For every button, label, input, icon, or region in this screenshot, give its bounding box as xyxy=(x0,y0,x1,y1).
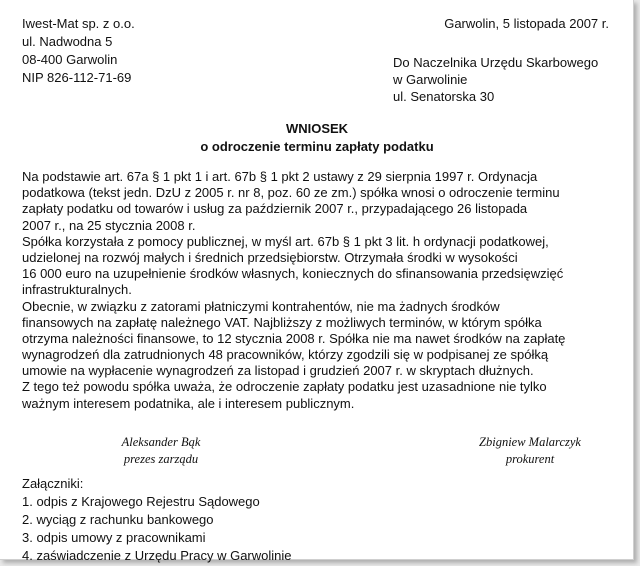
recipient-line: ul. Senatorska 30 xyxy=(393,89,495,104)
recipient-line: Do Naczelnika Urzędu Skarbowego xyxy=(393,55,599,70)
body-line: Na podstawie art. 67a § 1 pkt 1 i art. 67b § 1 pkt 2 ustawy z 29 sierpnia 1997 r. Ordynacja xyxy=(22,169,538,184)
signatory-role: prezes zarządu xyxy=(123,452,199,466)
body-line: otrzyma należności finansowe, to 12 stycznia 2008 r. Spółka nie ma nawet środków na zapłatę xyxy=(22,330,566,346)
body-line: Z tego też powodu spółka uważa, że odroczenie zapłaty podatku jest uzasadnione nie tylko xyxy=(22,379,547,395)
body-line: podatkowa (tekst jedn. DzU z 2005 r. nr 8, poz. 60 ze zm.) spółka wnosi o odroczenie terminu xyxy=(22,185,560,201)
body-line: wynagrodzeń dla zatrudnionych 48 pracowników, którzy zgodzili się w podpisanej ze spółką xyxy=(22,347,549,363)
recipient-address xyxy=(393,54,598,105)
attachment-item: 1. odpis z Krajowego Rejestru Sądowego xyxy=(22,494,260,509)
body-line: ważnym interesem podatnika, ale i interesem publicznym. xyxy=(22,395,355,411)
document-subtitle: o odroczenie terminu zapłaty podatku xyxy=(200,139,434,154)
document-body xyxy=(22,169,622,412)
body-line: Spółka korzystała z pomocy publicznej, w myśl art. 67b § 1 pkt 3 lit. h ordynacji podatkowej, xyxy=(22,233,549,249)
body-line: zapłaty podatku od towarów i usług za październik 2007 r., przypadającego 26 listopada xyxy=(22,201,528,217)
body-line: 2007 r., na 25 stycznia 2008 r. xyxy=(22,217,196,233)
recipient-line: w Garwolinie xyxy=(393,72,468,87)
body-line: 16 000 euro na uzupełnienie środków własnych, koniecznych do sfinansowania przedsięwzięć xyxy=(22,266,564,282)
body-line: udzielonej na rozwój małych i średnich przedsiębiorstw. Otrzymała środki w wysokości xyxy=(22,249,518,265)
attachments-heading: Załączniki: xyxy=(22,476,84,491)
signatory-name: Zbigniew Malarczyk xyxy=(479,435,581,449)
attachments-list xyxy=(22,475,292,565)
attachment-item: 3. odpis umowy z pracownikami xyxy=(22,530,206,545)
signatory-role: prokurent xyxy=(505,452,555,466)
sender-address xyxy=(22,15,135,87)
sender-city: 08-400 Garwolin xyxy=(22,52,118,67)
sender-street: ul. Nadwodna 5 xyxy=(22,34,113,49)
document-title: WNIOSEK xyxy=(285,121,349,136)
attachment-item: 2. wyciąg z rachunku bankowego xyxy=(22,512,214,527)
attachment-item: 4. zaświadczenie z Urzędu Pracy w Garwolinie xyxy=(22,548,292,563)
sender-name: Iwest-Mat sp. z o.o. xyxy=(22,16,135,31)
sender-nip: NIP 826-112-71-69 xyxy=(22,70,132,85)
signatory-name: Aleksander Bąk xyxy=(121,435,201,449)
body-line: infrastrukturalnych. xyxy=(22,282,132,298)
document-date: Garwolin, 5 listopada 2007 r. xyxy=(444,16,609,31)
body-line: umowie na wypłacenie wynagrodzeń za listopad i grudzień 2007 r. w skryptach dłużnych. xyxy=(22,363,534,379)
signature-left xyxy=(86,434,236,468)
body-line: finansowych na zapłatę należnego VAT. Najbliższy z możliwych terminów, w którym spółka xyxy=(22,314,542,330)
signature-right xyxy=(460,434,600,468)
body-line: Obecnie, w związku z zatorami płatniczymi kontrahentów, nie ma żadnych środków xyxy=(22,298,500,314)
